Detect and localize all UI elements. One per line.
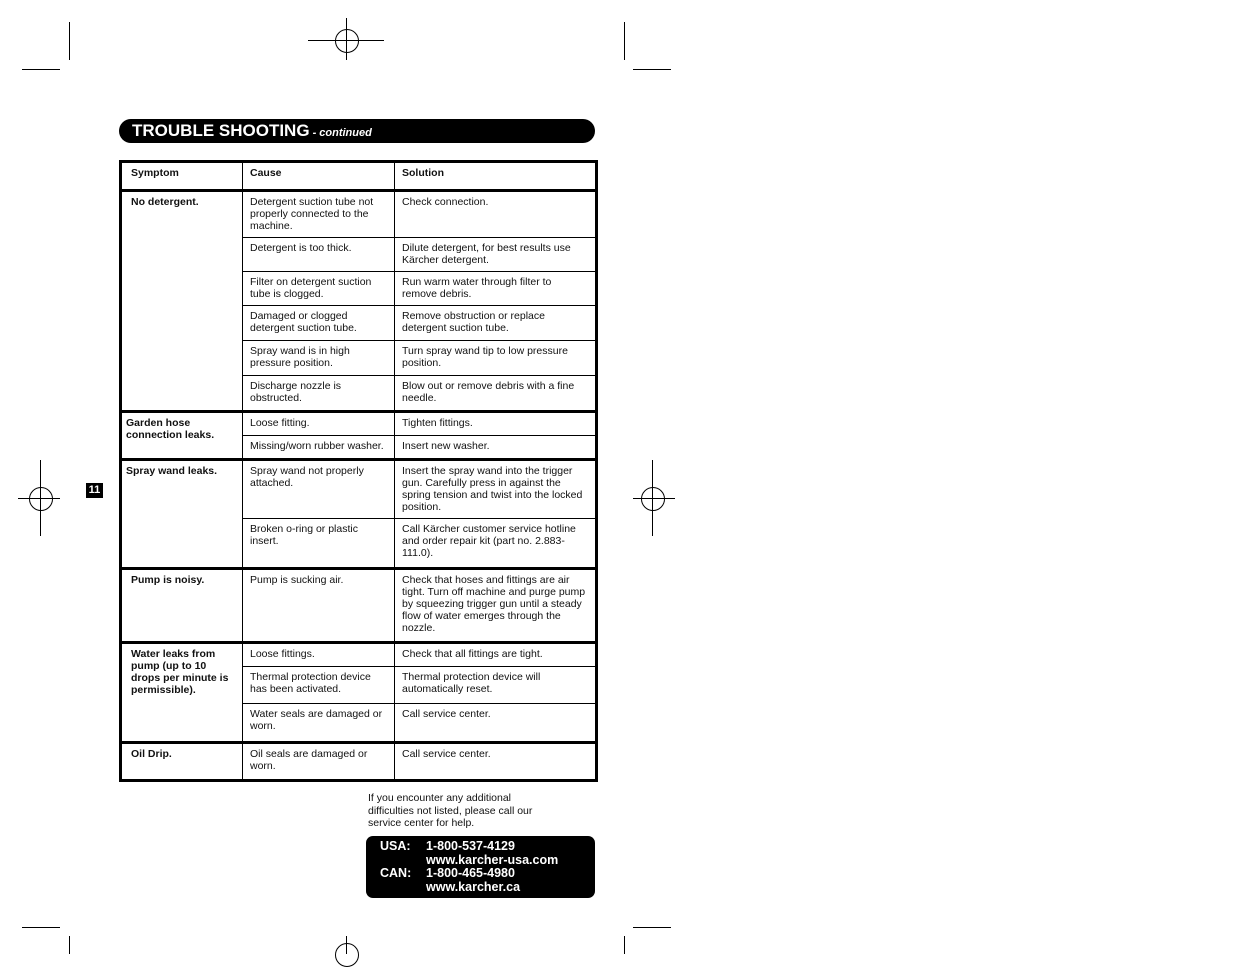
- cause-cell: Spray wand is in high pressure position.: [243, 341, 395, 376]
- cause-cell: Water seals are damaged or worn.: [243, 704, 395, 743]
- crop-mark: [22, 69, 60, 70]
- section-title: TROUBLE SHOOTING: [132, 121, 310, 140]
- contact-box: [366, 836, 595, 898]
- symptom-cell: Garden hose connection leaks.: [121, 412, 243, 460]
- cause-cell: Discharge nozzle is obstructed.: [243, 376, 395, 412]
- cause-cell: Thermal protection device has been activated.: [243, 667, 395, 704]
- cause-cell: Pump is sucking air.: [243, 569, 395, 643]
- registration-mark-line: [18, 498, 60, 499]
- registration-mark-line: [346, 18, 347, 60]
- solution-cell: Tighten fittings.: [395, 412, 597, 436]
- cause-cell: Detergent is too thick.: [243, 238, 395, 272]
- solution-cell: Turn spray wand tip to low pressure position.: [395, 341, 597, 376]
- crop-mark: [69, 22, 70, 60]
- crop-mark: [624, 936, 625, 954]
- help-text: If you encounter any additional difficulties not listed, please call our service center for help.: [368, 792, 533, 829]
- crop-mark: [69, 936, 70, 954]
- solution-cell: Insert new washer.: [395, 436, 597, 460]
- solution-cell: Call Kärcher customer service hotline and order repair kit (part no. 2.883-111.0).: [395, 519, 597, 569]
- registration-mark-icon: [641, 487, 665, 511]
- cause-cell: Missing/worn rubber washer.: [243, 436, 395, 460]
- table-row: [121, 191, 597, 238]
- table-row: [121, 569, 597, 643]
- symptom-cell: Pump is noisy.: [121, 569, 243, 643]
- solution-cell: Run warm water through filter to remove debris.: [395, 272, 597, 306]
- symptom-cell: No detergent.: [121, 191, 243, 412]
- solution-cell: Check connection.: [395, 191, 597, 238]
- section-title-banner: [119, 119, 595, 143]
- symptom-cell: Spray wand leaks.: [121, 460, 243, 569]
- cause-cell: Damaged or clogged detergent suction tube.: [243, 306, 395, 341]
- solution-cell: Insert the spray wand into the trigger gun. Carefully press in against the spring tension and twist into the locked position.: [395, 460, 597, 519]
- cause-cell: Spray wand not properly attached.: [243, 460, 395, 519]
- symptom-cell: Water leaks from pump (up to 10 drops per minute is permissible).: [121, 643, 243, 743]
- crop-mark: [22, 927, 60, 928]
- cause-cell: Broken o-ring or plastic insert.: [243, 519, 395, 569]
- page-number: 11: [86, 483, 103, 498]
- usa-phone: 1-800-537-4129: [426, 839, 515, 853]
- solution-cell: Dilute detergent, for best results use Kärcher detergent.: [395, 238, 597, 272]
- crop-mark: [633, 927, 671, 928]
- cause-cell: Filter on detergent suction tube is clogged.: [243, 272, 395, 306]
- registration-mark-icon: [335, 29, 359, 53]
- table-row: [121, 412, 597, 436]
- solution-cell: Blow out or remove debris with a fine needle.: [395, 376, 597, 412]
- solution-cell: Remove obstruction or replace detergent suction tube.: [395, 306, 597, 341]
- solution-cell: Call service center.: [395, 743, 597, 781]
- symptom-cell: Oil Drip.: [121, 743, 243, 781]
- can-website-link[interactable]: www.karcher.ca: [426, 879, 521, 894]
- header-symptom: Symptom: [121, 162, 243, 191]
- section-subtitle: - continued: [312, 127, 372, 139]
- cause-cell: Loose fittings.: [243, 643, 395, 667]
- cause-cell: Loose fitting.: [243, 412, 395, 436]
- troubleshooting-table: [119, 160, 598, 782]
- registration-mark-line: [346, 936, 347, 954]
- cause-cell: Oil seals are damaged or worn.: [243, 743, 395, 781]
- can-label: CAN:: [380, 866, 412, 880]
- registration-mark-icon: [335, 943, 359, 967]
- solution-cell: Check that hoses and fittings are air tight. Turn off machine and purge pump by squeezing trigger gun until a steady flow of water emerges through the nozzle.: [395, 569, 597, 643]
- table-row: [121, 743, 597, 781]
- solution-cell: Call service center.: [395, 704, 597, 743]
- solution-cell: Check that all fittings are tight.: [395, 643, 597, 667]
- registration-mark-icon: [29, 487, 53, 511]
- usa-website-link[interactable]: www.karcher-usa.com: [426, 852, 559, 867]
- crop-mark: [624, 22, 625, 60]
- can-phone: 1-800-465-4980: [426, 866, 515, 880]
- table-header-row: [121, 162, 597, 191]
- table-row: [121, 643, 597, 667]
- crop-mark: [633, 69, 671, 70]
- usa-label: USA:: [380, 839, 411, 853]
- header-solution: Solution: [395, 162, 597, 191]
- table-row: [121, 460, 597, 519]
- solution-cell: Thermal protection device will automatically reset.: [395, 667, 597, 704]
- header-cause: Cause: [243, 162, 395, 191]
- registration-mark-line: [633, 498, 675, 499]
- cause-cell: Detergent suction tube not properly connected to the machine.: [243, 191, 395, 238]
